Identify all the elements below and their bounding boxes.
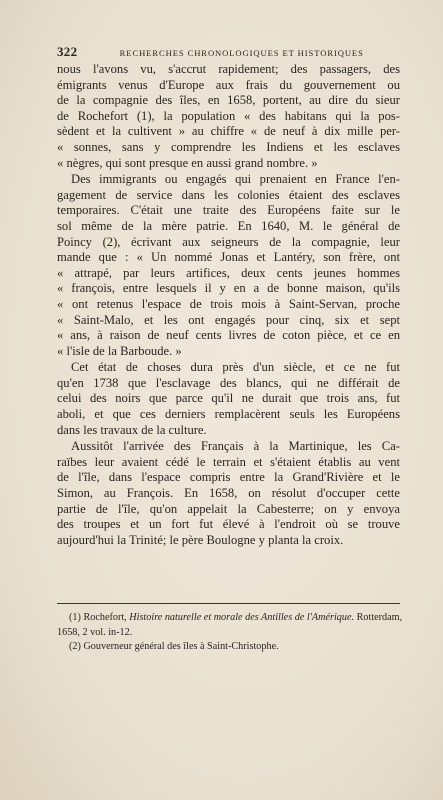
footnote-marker: (1) [69,612,81,623]
text-line: Poincy (2), écrivant aux seigneurs de la compagnie, leur [57,234,400,249]
footnote-text: Gouverneur général des îles à Saint-Christophe. [83,641,279,653]
text-line: celui des noirs que parce qu'il ne durait que trois ans, fut [57,391,400,406]
text-line: de Rochefort (1), la population « des habitans qui la pos- [57,108,400,123]
paragraph [57,62,400,171]
text-line: « Saint-Malo, et les ont engagés pour cinq, six et sept [57,312,400,327]
footnote-2 [57,640,400,655]
text-line: « l'isle de la Barboude. » [57,343,182,358]
footnote-rule [57,603,400,604]
text-line: de la compagnie des îles, en 1658, portent, au dire du sieur [57,93,400,108]
footnote-author: Rochefort, [83,612,127,623]
text-line: Des immigrants ou engagés qui prenaient en France l'en- [71,172,400,187]
footnote-1 [57,611,403,626]
footnotes [57,611,403,655]
paragraph [57,439,400,548]
text-line: aujourd'hui la Trinité; le père Boulogne y planta la croix. [57,532,344,547]
text-line: Simon, au François. En 1658, on résolut d'occuper cette [57,486,400,501]
paragraph [57,172,400,359]
text-line: temporaires. C'était une traite des Européens faite sur le [57,203,400,218]
footnote-title: Histoire naturelle et morale des Antilles de l'Amérique. [129,612,355,623]
text-line: « nègres, qui sont presque en aussi grand nombre. » [57,155,318,170]
text-line: sèdent et la cultivent » au chiffre « de neuf à dix mille per- [57,124,400,139]
text-line: aboli, et que ces derniers remplacèrent seuls les Européens [57,407,400,422]
text-line: partie de l'île, qu'on appelait la Cabesterre; on y envoya [57,501,400,516]
footnote-1-continuation: 1658, 2 vol. in-12. [57,626,133,638]
page-header [57,44,400,60]
text-line: sol même de la mère patrie. En 1640, M. le général de [57,218,400,233]
text-line: « attrapé, par leurs artifices, deux cents jeunes hommes [57,265,400,280]
paragraph [57,360,400,438]
text-line: nous l'avons vu, s'accrut rapidement; des passagers, des [57,62,400,76]
text-line: « ans, à raison de neuf cents livres de coton pièce, et ce en [57,328,400,343]
text-line: mande que : « Un nommé Jonas et Lantéry, son frère, ont [57,250,400,265]
text-line: émigrants venus d'Europe aux frais du gouvernement ou [57,77,400,92]
text-line: raïbes leur avaient cédé le terrain et s'étaient établis au vent [57,454,400,469]
text-line: « sonnes, sans y comprendre les Indiens et les esclaves [57,139,400,154]
footnote-place: Rotterdam, [354,612,403,623]
text-line: gagement de service dans les colonies étaient des esclaves [57,187,400,202]
text-line: de l'île, dans l'espace compris entre la Grand'Rivière et le [57,470,400,485]
text-line: « françois, entre lesquels il y en a de bonne maison, qu'ils [57,281,400,296]
text-line: qu'en 1738 que l'esclavage des blancs, qui ne différait de [57,375,400,390]
running-head: RECHERCHES CHRONOLOGIQUES ET HISTORIQUES [119,48,364,58]
text-line: « ont retenus l'espace de trois mois à Saint-Servan, proche [57,296,400,311]
text-line: dans les travaux de la culture. [57,422,207,437]
footnote-marker: (2) [69,641,81,653]
text-line: des troupes et un fort fut élevé à l'endroit où se trouve [57,517,400,532]
body-text [57,62,400,548]
page-number: 322 [57,44,78,59]
text-line: Cet état de choses dura près d'un siècle, et ce ne fut [71,360,400,375]
text-line: Aussitôt l'arrivée des Français à la Martinique, les Ca- [71,439,400,454]
